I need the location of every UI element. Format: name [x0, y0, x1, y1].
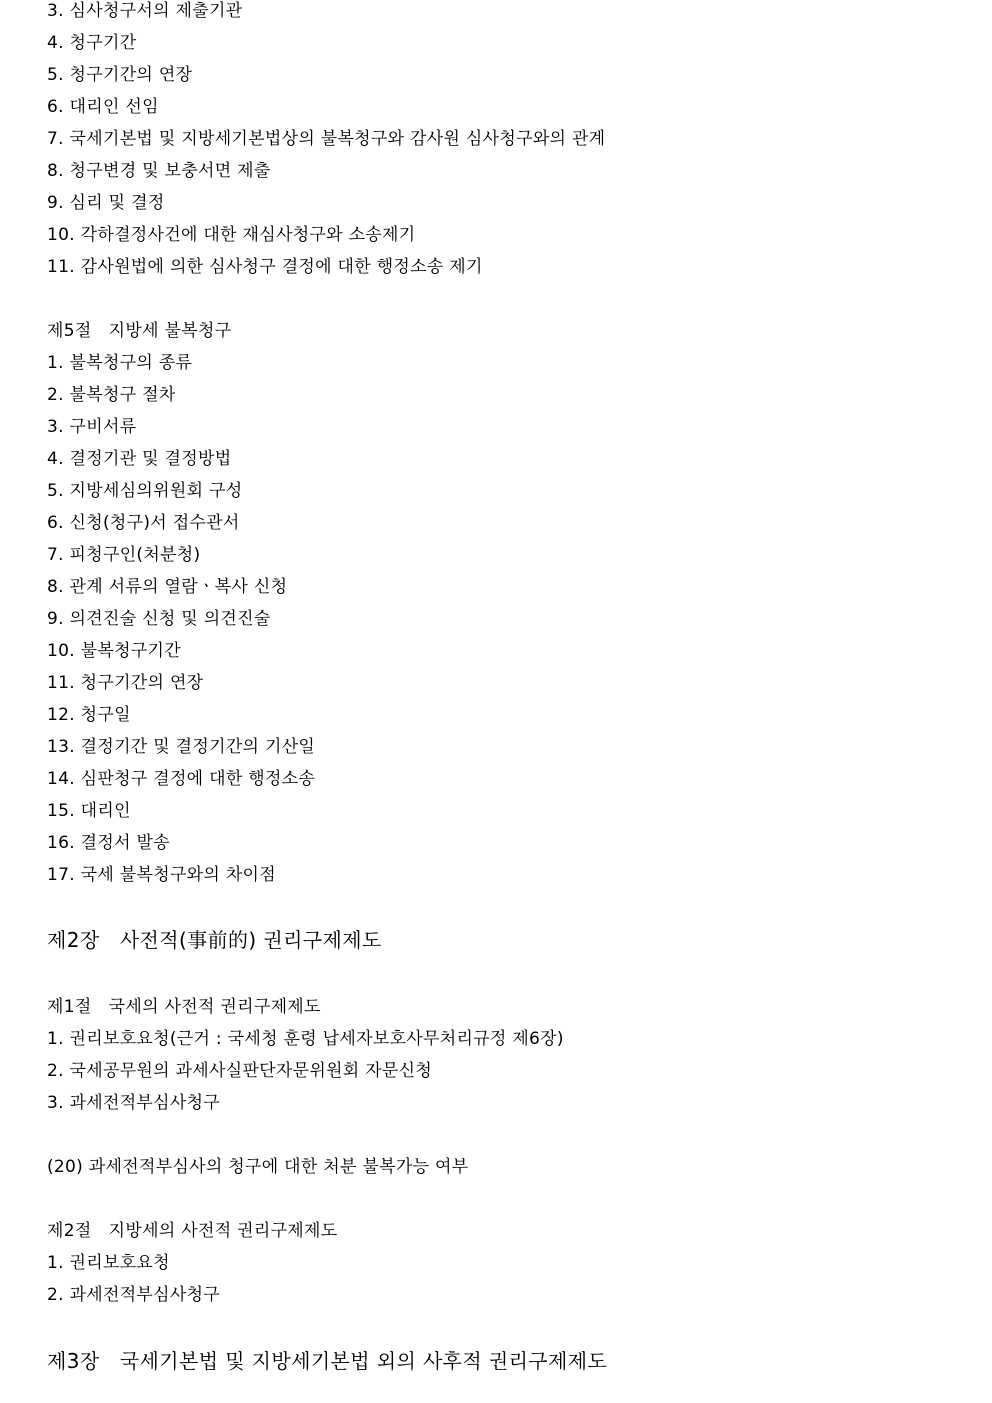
chapter-title: 제2장 사전적(事前的) 권리구제제도	[47, 928, 382, 952]
list-item: 9. 심리 및 결정	[47, 193, 165, 213]
list-item: 2. 불복청구 절차	[47, 385, 176, 405]
list-item: 1. 불복청구의 종류	[47, 353, 193, 373]
list-item: 4. 청구기간	[47, 33, 137, 53]
list-item: 8. 관계 서류의 열람ㆍ복사 신청	[47, 577, 288, 597]
list-item: 11. 청구기간의 연장	[47, 673, 204, 693]
list-item: 6. 대리인 선임	[47, 97, 159, 117]
list-item: 2. 국세공무원의 과세사실판단자문위원회 자문신청	[47, 1061, 433, 1081]
list-item: 13. 결정기간 및 결정기간의 기산일	[47, 737, 316, 757]
list-item: 6. 신청(청구)서 접수관서	[47, 513, 240, 533]
list-item: 2. 과세전적부심사청구	[47, 1285, 221, 1305]
list-item: 1. 권리보호요청	[47, 1253, 170, 1273]
section-title: 제2절 지방세의 사전적 권리구제제도	[47, 1221, 338, 1241]
list-item: 5. 청구기간의 연장	[47, 65, 193, 85]
list-item: 16. 결정서 발송	[47, 833, 170, 853]
list-item: 12. 청구일	[47, 705, 131, 725]
list-item: 1. 권리보호요청(근거 : 국세청 훈령 납세자보호사무처리규정 제6장)	[47, 1029, 564, 1049]
list-item: 10. 각하결정사건에 대한 재심사청구와 소송제기	[47, 225, 416, 245]
list-item: 5. 지방세심의위원회 구성	[47, 481, 243, 501]
list-item: 3. 과세전적부심사청구	[47, 1093, 221, 1113]
list-item: 9. 의견진술 신청 및 의견진술	[47, 609, 271, 629]
section-title: 제5절 지방세 불복청구	[47, 321, 232, 341]
list-item: 3. 심사청구서의 제출기관	[47, 1, 243, 21]
list-item: 4. 결정기관 및 결정방법	[47, 449, 232, 469]
list-item: 14. 심판청구 결정에 대한 행정소송	[47, 769, 316, 789]
subnote: (20) 과세전적부심사의 청구에 대한 처분 불복가능 여부	[47, 1157, 469, 1177]
list-item: 15. 대리인	[47, 801, 131, 821]
chapter-title: 제3장 국세기본법 및 지방세기본법 외의 사후적 권리구제제도	[47, 1349, 608, 1373]
list-item: 3. 구비서류	[47, 417, 137, 437]
list-item: 17. 국세 불복청구와의 차이점	[47, 865, 276, 885]
section-title: 제1절 국세의 사전적 권리구제제도	[47, 997, 321, 1017]
list-item: 10. 불복청구기간	[47, 641, 181, 661]
list-item: 7. 피청구인(처분청)	[47, 545, 201, 565]
list-item: 11. 감사원법에 의한 심사청구 결정에 대한 행정소송 제기	[47, 257, 483, 277]
list-item: 7. 국세기본법 및 지방세기본법상의 불복청구와 감사원 심사청구와의 관계	[47, 129, 606, 149]
list-item: 8. 청구변경 및 보충서면 제출	[47, 161, 271, 181]
